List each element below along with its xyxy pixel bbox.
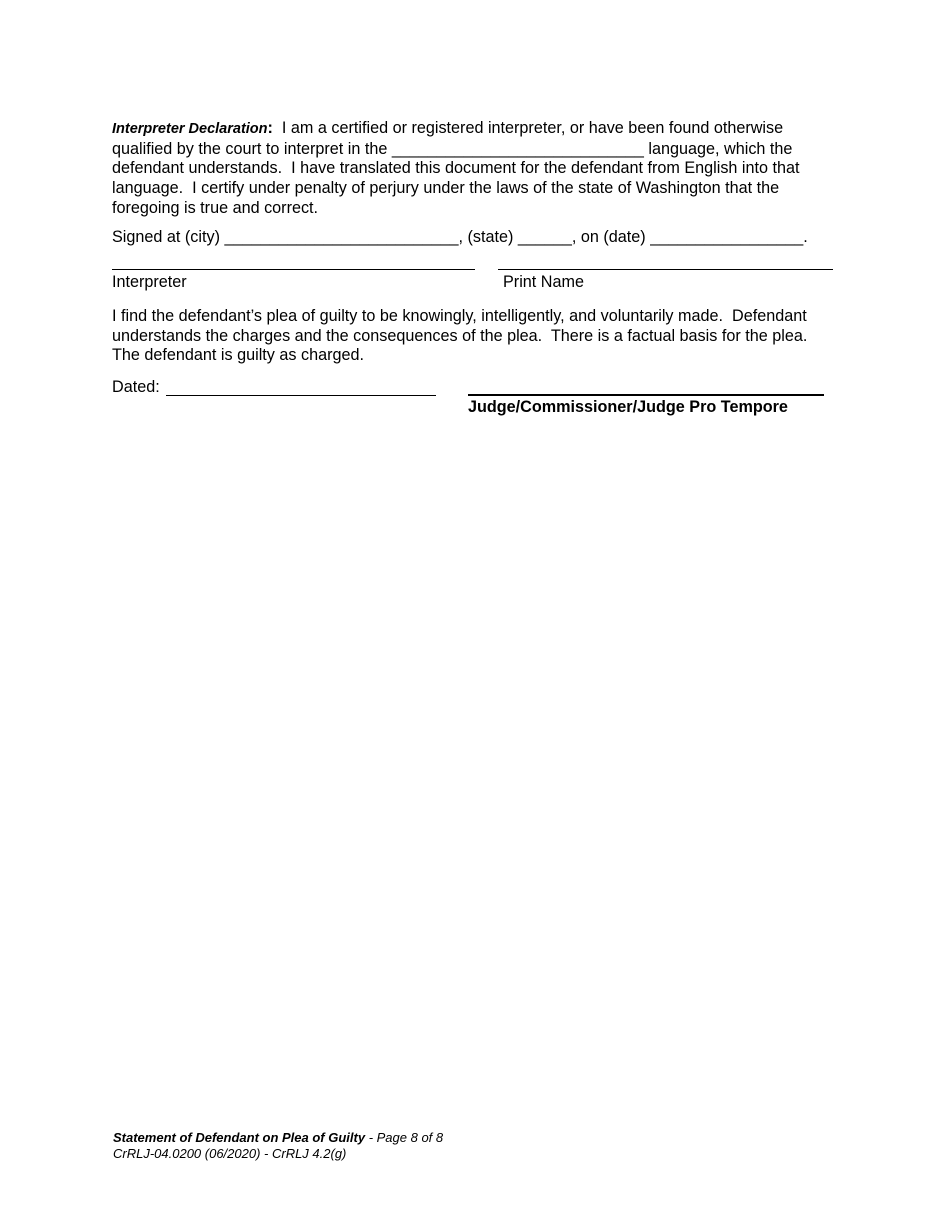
interpreter-declaration-title: Interpreter Declaration (112, 121, 268, 137)
footer-page-info: - Page 8 of 8 (365, 1130, 444, 1145)
footer-form-id: CrRLJ-04.0200 (06/2020) - CrRLJ 4.2(g) (113, 1146, 347, 1161)
print-name-label: Print Name (503, 273, 584, 291)
interpreter-declaration-line-2: qualified by the court to interpret in the ____________________________ language, which the (112, 139, 793, 158)
interpreter-label: Interpreter (112, 273, 187, 291)
interpreter-signature-line[interactable] (112, 269, 475, 270)
footer-line-1 (113, 1130, 443, 1146)
page-footer (113, 1130, 443, 1162)
judicial-finding (112, 307, 838, 366)
interpreter-declaration-line-1 (112, 119, 838, 140)
judicial-finding-line-3: The defendant is guilty as charged. (112, 346, 364, 365)
interpreter-declaration-text-1: I am a certified or registered interpreter, or have been found otherwise (272, 119, 784, 137)
interpreter-declaration-line-4: language. I certify under penalty of perjury under the laws of the state of Washington that the (112, 179, 780, 198)
signed-at-line: Signed at (city) __________________________, (state) ______, on (date) _________________. (112, 228, 808, 246)
judge-label: Judge/Commissioner/Judge Pro Tempore (468, 398, 788, 416)
judicial-finding-line-1: I find the defendant’s plea of guilty to be knowingly, intelligently, and voluntarily made. Defendant (112, 307, 807, 325)
judge-signature-line[interactable] (468, 394, 824, 396)
interpreter-declaration-line-5: foregoing is true and correct. (112, 198, 319, 217)
interpreter-declaration-line-3: defendant understands. I have translated this document for the defendant from English into that (112, 159, 800, 178)
judicial-finding-line-2: understands the charges and the consequences of the plea. There is a factual basis for the plea. (112, 326, 808, 345)
dated-line[interactable] (166, 395, 436, 396)
interpreter-declaration-colon: : (267, 119, 273, 137)
interpreter-declaration (112, 119, 838, 219)
dated-label: Dated: (112, 378, 160, 396)
print-name-line[interactable] (498, 269, 833, 270)
footer-title: Statement of Defendant on Plea of Guilty (113, 1130, 366, 1145)
